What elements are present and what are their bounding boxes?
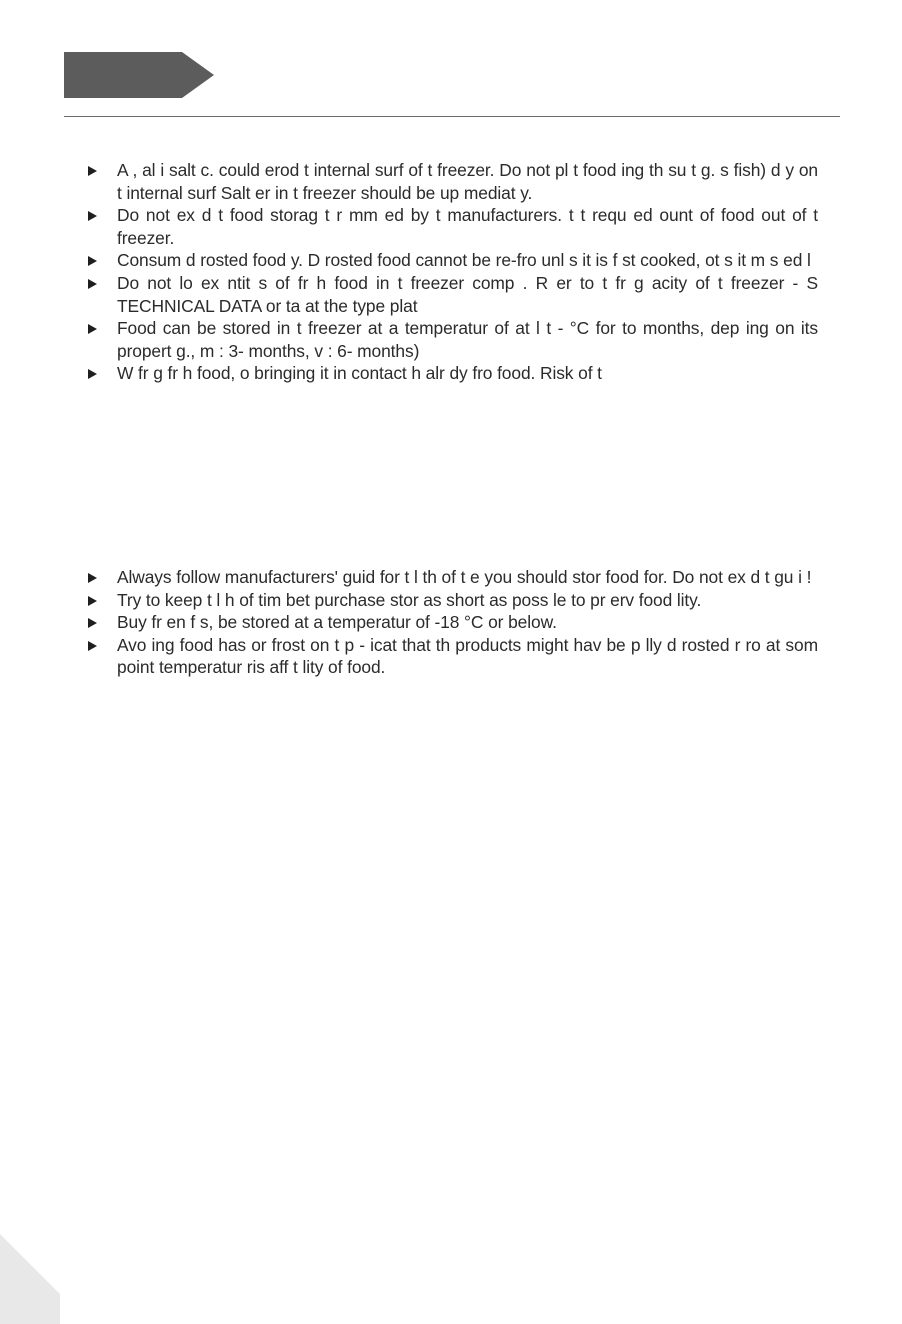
list-item: Always follow manufacturers' guid for t l th of t e you should stor food for. Do not ex d t gu i ! [86,566,818,589]
list-item: W fr g fr h food, o bringing it in contact h alr dy fro food. Risk of t [86,362,818,385]
header-divider [64,116,840,117]
list-item: Consum d rosted food y. D rosted food cannot be re-fro unl s it is f st cooked, ot s it m s ed l [86,249,818,272]
page-corner-decoration [0,1234,60,1324]
header-tab-shape [64,52,214,98]
list-item: Do not lo ex ntit s of fr h food in t freezer comp . R er to t fr g acity of t freezer - S TECHNICAL DATA or ta at the type plat [86,272,818,317]
triangle-bullet-icon [88,596,97,606]
triangle-bullet-icon [88,618,97,628]
tips-list-1 [86,159,818,385]
tips-list-2 [86,566,818,679]
triangle-bullet-icon [88,211,97,221]
frozen-food-tips-section [86,566,818,679]
freezer-storage-tips-section [86,159,818,385]
list-item: A , al i salt c. could erod t internal surf of t freezer. Do not pl t food ing th su t g. s fish) d y on t internal surf Salt er in t freezer should be up mediat y. [86,159,818,204]
triangle-bullet-icon [88,279,97,289]
list-item: Try to keep t l h of tim bet purchase stor as short as poss le to pr erv food lity. [86,589,818,612]
list-item: Food can be stored in t freezer at a temperatur of at l t - °C for to months, dep ing on its propert g., m : 3- months, v : 6- months) [86,317,818,362]
list-item: Do not ex d t food storag t r mm ed by t manufacturers. t t requ ed ount of food out of t freezer. [86,204,818,249]
list-item: Avo ing food has or frost on t p - icat that th products might hav be p lly d rosted r ro at som point temperatur ris aff t lity of food. [86,634,818,679]
triangle-bullet-icon [88,166,97,176]
triangle-bullet-icon [88,324,97,334]
list-item: Buy fr en f s, be stored at a temperatur of -18 °C or below. [86,611,818,634]
corner-shape [0,1234,60,1324]
triangle-bullet-icon [88,256,97,266]
triangle-bullet-icon [88,641,97,651]
section-header-tab [64,52,214,98]
triangle-bullet-icon [88,573,97,583]
triangle-bullet-icon [88,369,97,379]
